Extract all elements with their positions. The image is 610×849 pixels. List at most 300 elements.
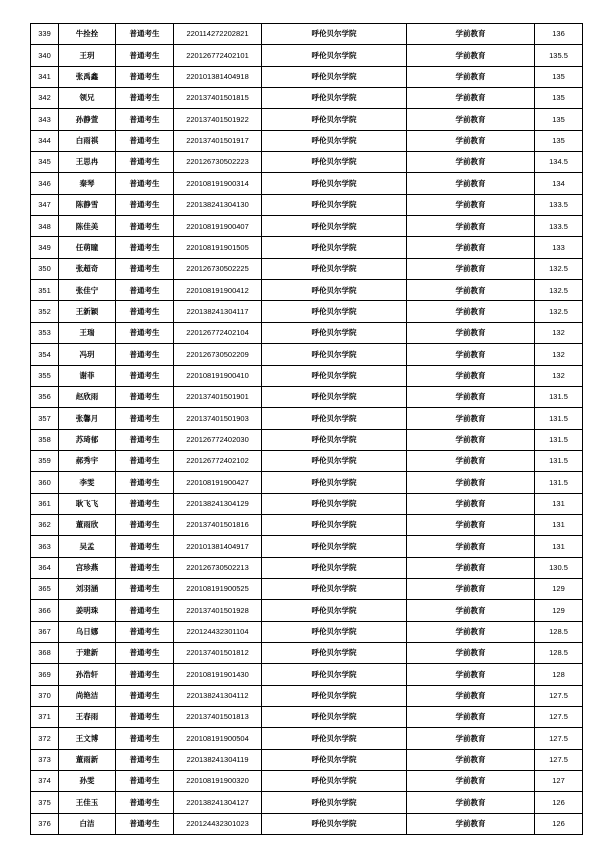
cell-major: 学前教育: [407, 194, 535, 215]
cell-exam-number: 220137401501813: [174, 707, 262, 728]
cell-school: 呼伦贝尔学院: [262, 771, 407, 792]
table-row: [31, 450, 583, 471]
cell-score: 130.5: [535, 557, 583, 578]
cell-seq-number: 342: [31, 88, 59, 109]
cell-major: 学前教育: [407, 685, 535, 706]
cell-exam-number: 220114272202821: [174, 24, 262, 45]
cell-school: 呼伦贝尔学院: [262, 450, 407, 471]
cell-exam-number: 220124432301104: [174, 621, 262, 642]
cell-candidate-type: 普通考生: [116, 322, 174, 343]
cell-major: 学前教育: [407, 386, 535, 407]
cell-seq-number: 350: [31, 258, 59, 279]
cell-score: 135: [535, 88, 583, 109]
cell-name: 王佳玉: [59, 792, 116, 813]
cell-candidate-type: 普通考生: [116, 429, 174, 450]
cell-name: 张超奇: [59, 258, 116, 279]
cell-major: 学前教育: [407, 109, 535, 130]
cell-candidate-type: 普通考生: [116, 600, 174, 621]
cell-seq-number: 366: [31, 600, 59, 621]
cell-exam-number: 220126772402102: [174, 450, 262, 471]
cell-school: 呼伦贝尔学院: [262, 152, 407, 173]
cell-candidate-type: 普通考生: [116, 88, 174, 109]
cell-name: 白洁: [59, 813, 116, 834]
cell-name: 白雨祺: [59, 130, 116, 151]
cell-score: 127.5: [535, 707, 583, 728]
cell-school: 呼伦贝尔学院: [262, 408, 407, 429]
cell-exam-number: 220126730502213: [174, 557, 262, 578]
cell-exam-number: 220137401501917: [174, 130, 262, 151]
cell-name: 宫珍燕: [59, 557, 116, 578]
cell-candidate-type: 普通考生: [116, 344, 174, 365]
cell-school: 呼伦贝尔学院: [262, 642, 407, 663]
cell-score: 128.5: [535, 621, 583, 642]
cell-candidate-type: 普通考生: [116, 642, 174, 663]
cell-score: 131.5: [535, 472, 583, 493]
cell-exam-number: 220126730502225: [174, 258, 262, 279]
cell-seq-number: 369: [31, 664, 59, 685]
cell-school: 呼伦贝尔学院: [262, 216, 407, 237]
cell-candidate-type: 普通考生: [116, 66, 174, 87]
cell-exam-number: 220108191900525: [174, 578, 262, 599]
cell-seq-number: 341: [31, 66, 59, 87]
cell-seq-number: 371: [31, 707, 59, 728]
cell-school: 呼伦贝尔学院: [262, 66, 407, 87]
cell-candidate-type: 普通考生: [116, 749, 174, 770]
cell-exam-number: 220138241304119: [174, 749, 262, 770]
cell-score: 132: [535, 322, 583, 343]
cell-school: 呼伦贝尔学院: [262, 237, 407, 258]
cell-name: 于建新: [59, 642, 116, 663]
table-row: [31, 600, 583, 621]
cell-candidate-type: 普通考生: [116, 301, 174, 322]
cell-score: 131.5: [535, 408, 583, 429]
cell-major: 学前教育: [407, 493, 535, 514]
cell-major: 学前教育: [407, 280, 535, 301]
table-row: [31, 88, 583, 109]
cell-exam-number: 220126730502209: [174, 344, 262, 365]
table-row: [31, 130, 583, 151]
cell-school: 呼伦贝尔学院: [262, 514, 407, 535]
table-row: [31, 664, 583, 685]
cell-score: 133: [535, 237, 583, 258]
cell-name: 王思冉: [59, 152, 116, 173]
cell-name: 赵欣雨: [59, 386, 116, 407]
cell-score: 132.5: [535, 280, 583, 301]
table-row: [31, 194, 583, 215]
cell-name: 苏琦郁: [59, 429, 116, 450]
cell-name: 张禹鑫: [59, 66, 116, 87]
cell-seq-number: 356: [31, 386, 59, 407]
table-row: [31, 301, 583, 322]
cell-major: 学前教育: [407, 792, 535, 813]
cell-seq-number: 361: [31, 493, 59, 514]
cell-seq-number: 339: [31, 24, 59, 45]
cell-candidate-type: 普通考生: [116, 237, 174, 258]
table-row: [31, 365, 583, 386]
cell-candidate-type: 普通考生: [116, 771, 174, 792]
cell-candidate-type: 普通考生: [116, 386, 174, 407]
table-row: [31, 386, 583, 407]
cell-seq-number: 357: [31, 408, 59, 429]
table-row: [31, 493, 583, 514]
cell-candidate-type: 普通考生: [116, 792, 174, 813]
cell-major: 学前教育: [407, 408, 535, 429]
cell-name: 耿飞飞: [59, 493, 116, 514]
cell-school: 呼伦贝尔学院: [262, 386, 407, 407]
cell-score: 131: [535, 536, 583, 557]
cell-school: 呼伦贝尔学院: [262, 557, 407, 578]
cell-seq-number: 345: [31, 152, 59, 173]
cell-exam-number: 220138241304129: [174, 493, 262, 514]
cell-seq-number: 352: [31, 301, 59, 322]
cell-school: 呼伦贝尔学院: [262, 258, 407, 279]
cell-name: 陈佳美: [59, 216, 116, 237]
cell-candidate-type: 普通考生: [116, 514, 174, 535]
admission-list-table: [30, 23, 583, 835]
cell-name: 张佳宁: [59, 280, 116, 301]
cell-candidate-type: 普通考生: [116, 408, 174, 429]
cell-major: 学前教育: [407, 88, 535, 109]
cell-school: 呼伦贝尔学院: [262, 130, 407, 151]
cell-name: 秦琴: [59, 173, 116, 194]
table-row: [31, 642, 583, 663]
cell-score: 133.5: [535, 216, 583, 237]
cell-school: 呼伦贝尔学院: [262, 109, 407, 130]
cell-seq-number: 349: [31, 237, 59, 258]
cell-seq-number: 340: [31, 45, 59, 66]
cell-candidate-type: 普通考生: [116, 578, 174, 599]
cell-candidate-type: 普通考生: [116, 813, 174, 834]
cell-candidate-type: 普通考生: [116, 493, 174, 514]
cell-candidate-type: 普通考生: [116, 45, 174, 66]
cell-name: 谢菲: [59, 365, 116, 386]
cell-name: 陈静雪: [59, 194, 116, 215]
cell-seq-number: 370: [31, 685, 59, 706]
cell-name: 孙浩轩: [59, 664, 116, 685]
cell-candidate-type: 普通考生: [116, 450, 174, 471]
cell-candidate-type: 普通考生: [116, 109, 174, 130]
cell-score: 135: [535, 130, 583, 151]
cell-school: 呼伦贝尔学院: [262, 301, 407, 322]
cell-major: 学前教育: [407, 536, 535, 557]
cell-major: 学前教育: [407, 152, 535, 173]
cell-name: 王新颖: [59, 301, 116, 322]
cell-candidate-type: 普通考生: [116, 24, 174, 45]
cell-seq-number: 351: [31, 280, 59, 301]
table-row: [31, 408, 583, 429]
cell-seq-number: 372: [31, 728, 59, 749]
table-row: [31, 749, 583, 770]
cell-exam-number: 220126772402030: [174, 429, 262, 450]
table-row: [31, 685, 583, 706]
cell-seq-number: 360: [31, 472, 59, 493]
cell-name: 刘羽涵: [59, 578, 116, 599]
cell-name: 姜明珠: [59, 600, 116, 621]
cell-candidate-type: 普通考生: [116, 664, 174, 685]
cell-candidate-type: 普通考生: [116, 536, 174, 557]
cell-school: 呼伦贝尔学院: [262, 322, 407, 343]
cell-school: 呼伦贝尔学院: [262, 24, 407, 45]
cell-exam-number: 220137401501922: [174, 109, 262, 130]
cell-school: 呼伦贝尔学院: [262, 728, 407, 749]
cell-seq-number: 376: [31, 813, 59, 834]
cell-score: 129: [535, 600, 583, 621]
cell-candidate-type: 普通考生: [116, 685, 174, 706]
cell-exam-number: 220137401501816: [174, 514, 262, 535]
table-row: [31, 66, 583, 87]
cell-exam-number: 220137401501928: [174, 600, 262, 621]
cell-major: 学前教育: [407, 216, 535, 237]
cell-score: 128.5: [535, 642, 583, 663]
cell-seq-number: 364: [31, 557, 59, 578]
cell-name: 王瑞: [59, 322, 116, 343]
cell-major: 学前教育: [407, 771, 535, 792]
cell-exam-number: 220138241304127: [174, 792, 262, 813]
cell-school: 呼伦贝尔学院: [262, 45, 407, 66]
cell-major: 学前教育: [407, 130, 535, 151]
cell-exam-number: 220137401501903: [174, 408, 262, 429]
cell-school: 呼伦贝尔学院: [262, 429, 407, 450]
table-row: [31, 258, 583, 279]
cell-major: 学前教育: [407, 472, 535, 493]
cell-score: 132: [535, 344, 583, 365]
cell-seq-number: 355: [31, 365, 59, 386]
table-row: [31, 280, 583, 301]
cell-exam-number: 220101381404918: [174, 66, 262, 87]
cell-candidate-type: 普通考生: [116, 280, 174, 301]
table-row: [31, 621, 583, 642]
cell-exam-number: 220108191900412: [174, 280, 262, 301]
cell-name: 牛拴拴: [59, 24, 116, 45]
table-row: [31, 24, 583, 45]
cell-major: 学前教育: [407, 429, 535, 450]
cell-name: 冯玥: [59, 344, 116, 365]
cell-exam-number: 220108191900504: [174, 728, 262, 749]
table-row: [31, 173, 583, 194]
cell-seq-number: 354: [31, 344, 59, 365]
cell-score: 135: [535, 66, 583, 87]
cell-seq-number: 347: [31, 194, 59, 215]
cell-score: 127: [535, 771, 583, 792]
table-row: [31, 578, 583, 599]
cell-major: 学前教育: [407, 365, 535, 386]
table-row: [31, 813, 583, 834]
table-row: [31, 557, 583, 578]
cell-score: 126: [535, 813, 583, 834]
cell-school: 呼伦贝尔学院: [262, 600, 407, 621]
cell-exam-number: 220137401501815: [174, 88, 262, 109]
cell-school: 呼伦贝尔学院: [262, 749, 407, 770]
cell-major: 学前教育: [407, 600, 535, 621]
cell-seq-number: 368: [31, 642, 59, 663]
cell-school: 呼伦贝尔学院: [262, 792, 407, 813]
cell-school: 呼伦贝尔学院: [262, 813, 407, 834]
cell-school: 呼伦贝尔学院: [262, 344, 407, 365]
cell-name: 乌日娜: [59, 621, 116, 642]
cell-seq-number: 359: [31, 450, 59, 471]
cell-exam-number: 220124432301023: [174, 813, 262, 834]
cell-candidate-type: 普通考生: [116, 194, 174, 215]
cell-name: 尚艳洁: [59, 685, 116, 706]
cell-candidate-type: 普通考生: [116, 621, 174, 642]
cell-school: 呼伦贝尔学院: [262, 472, 407, 493]
cell-candidate-type: 普通考生: [116, 365, 174, 386]
cell-exam-number: 220126772402104: [174, 322, 262, 343]
cell-major: 学前教育: [407, 707, 535, 728]
cell-candidate-type: 普通考生: [116, 472, 174, 493]
cell-candidate-type: 普通考生: [116, 173, 174, 194]
cell-name: 领兄: [59, 88, 116, 109]
cell-seq-number: 363: [31, 536, 59, 557]
cell-score: 126: [535, 792, 583, 813]
cell-score: 127.5: [535, 728, 583, 749]
cell-seq-number: 365: [31, 578, 59, 599]
cell-exam-number: 220108191901430: [174, 664, 262, 685]
cell-score: 135.5: [535, 45, 583, 66]
cell-name: 董雨新: [59, 749, 116, 770]
table-row: [31, 429, 583, 450]
cell-score: 128: [535, 664, 583, 685]
cell-school: 呼伦贝尔学院: [262, 365, 407, 386]
cell-name: 吴孟: [59, 536, 116, 557]
cell-score: 132.5: [535, 258, 583, 279]
cell-seq-number: 346: [31, 173, 59, 194]
table-row: [31, 472, 583, 493]
cell-seq-number: 362: [31, 514, 59, 535]
cell-school: 呼伦贝尔学院: [262, 621, 407, 642]
cell-score: 129: [535, 578, 583, 599]
cell-candidate-type: 普通考生: [116, 152, 174, 173]
cell-seq-number: 375: [31, 792, 59, 813]
cell-exam-number: 220108191900427: [174, 472, 262, 493]
cell-seq-number: 343: [31, 109, 59, 130]
cell-name: 王春雨: [59, 707, 116, 728]
cell-seq-number: 367: [31, 621, 59, 642]
table-row: [31, 152, 583, 173]
cell-score: 136: [535, 24, 583, 45]
cell-major: 学前教育: [407, 258, 535, 279]
cell-seq-number: 374: [31, 771, 59, 792]
cell-candidate-type: 普通考生: [116, 557, 174, 578]
cell-major: 学前教育: [407, 24, 535, 45]
cell-seq-number: 344: [31, 130, 59, 151]
table-row: [31, 322, 583, 343]
cell-candidate-type: 普通考生: [116, 258, 174, 279]
table-row: [31, 216, 583, 237]
cell-exam-number: 220126730502223: [174, 152, 262, 173]
cell-major: 学前教育: [407, 514, 535, 535]
cell-school: 呼伦贝尔学院: [262, 664, 407, 685]
cell-exam-number: 220108191900410: [174, 365, 262, 386]
cell-major: 学前教育: [407, 301, 535, 322]
cell-score: 127.5: [535, 749, 583, 770]
cell-score: 131.5: [535, 386, 583, 407]
cell-exam-number: 220108191900314: [174, 173, 262, 194]
cell-score: 127.5: [535, 685, 583, 706]
cell-seq-number: 358: [31, 429, 59, 450]
cell-score: 132.5: [535, 301, 583, 322]
cell-exam-number: 220137401501901: [174, 386, 262, 407]
cell-exam-number: 220138241304130: [174, 194, 262, 215]
cell-school: 呼伦贝尔学院: [262, 493, 407, 514]
table-row: [31, 728, 583, 749]
cell-score: 134.5: [535, 152, 583, 173]
cell-score: 132: [535, 365, 583, 386]
cell-name: 王玥: [59, 45, 116, 66]
cell-school: 呼伦贝尔学院: [262, 280, 407, 301]
cell-exam-number: 220138241304112: [174, 685, 262, 706]
table-row: [31, 771, 583, 792]
cell-name: 张馨月: [59, 408, 116, 429]
cell-name: 任萌瞳: [59, 237, 116, 258]
cell-major: 学前教育: [407, 578, 535, 599]
cell-exam-number: 220108191901505: [174, 237, 262, 258]
cell-school: 呼伦贝尔学院: [262, 685, 407, 706]
cell-seq-number: 353: [31, 322, 59, 343]
table-row: [31, 344, 583, 365]
table-row: [31, 514, 583, 535]
cell-major: 学前教育: [407, 322, 535, 343]
cell-major: 学前教育: [407, 728, 535, 749]
cell-major: 学前教育: [407, 664, 535, 685]
cell-name: 王文博: [59, 728, 116, 749]
cell-major: 学前教育: [407, 749, 535, 770]
cell-score: 131.5: [535, 450, 583, 471]
cell-major: 学前教育: [407, 813, 535, 834]
cell-major: 学前教育: [407, 66, 535, 87]
cell-major: 学前教育: [407, 344, 535, 365]
cell-score: 133.5: [535, 194, 583, 215]
table-row: [31, 707, 583, 728]
cell-score: 131: [535, 493, 583, 514]
table-row: [31, 792, 583, 813]
cell-major: 学前教育: [407, 642, 535, 663]
cell-name: 李雯: [59, 472, 116, 493]
cell-score: 131.5: [535, 429, 583, 450]
cell-score: 135: [535, 109, 583, 130]
cell-school: 呼伦贝尔学院: [262, 578, 407, 599]
cell-score: 134: [535, 173, 583, 194]
cell-exam-number: 220138241304117: [174, 301, 262, 322]
cell-name: 孙雯: [59, 771, 116, 792]
cell-school: 呼伦贝尔学院: [262, 707, 407, 728]
cell-school: 呼伦贝尔学院: [262, 88, 407, 109]
cell-major: 学前教育: [407, 173, 535, 194]
cell-candidate-type: 普通考生: [116, 216, 174, 237]
cell-major: 学前教育: [407, 237, 535, 258]
cell-major: 学前教育: [407, 621, 535, 642]
cell-name: 孙静萱: [59, 109, 116, 130]
cell-major: 学前教育: [407, 450, 535, 471]
cell-school: 呼伦贝尔学院: [262, 536, 407, 557]
cell-seq-number: 373: [31, 749, 59, 770]
cell-score: 131: [535, 514, 583, 535]
cell-name: 郝秀宇: [59, 450, 116, 471]
cell-major: 学前教育: [407, 557, 535, 578]
table-body: [31, 24, 583, 835]
cell-seq-number: 348: [31, 216, 59, 237]
table-row: [31, 45, 583, 66]
cell-name: 董雨欣: [59, 514, 116, 535]
cell-school: 呼伦贝尔学院: [262, 194, 407, 215]
table-row: [31, 536, 583, 557]
cell-school: 呼伦贝尔学院: [262, 173, 407, 194]
table-row: [31, 237, 583, 258]
cell-exam-number: 220126772402101: [174, 45, 262, 66]
cell-exam-number: 220108191900407: [174, 216, 262, 237]
cell-candidate-type: 普通考生: [116, 130, 174, 151]
table-row: [31, 109, 583, 130]
